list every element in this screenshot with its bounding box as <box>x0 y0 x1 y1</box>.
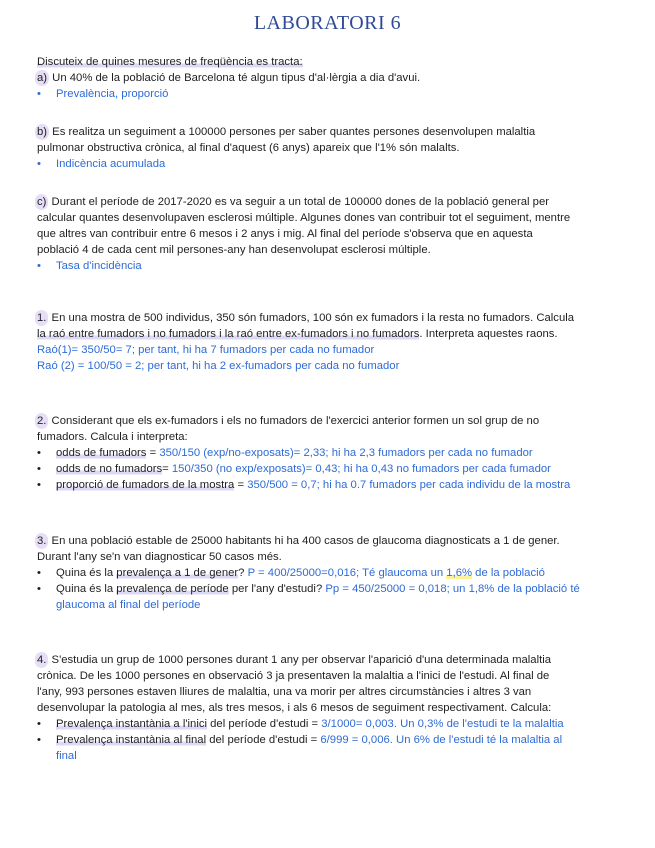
q2-item-label: proporció de fumadors de la mostra <box>56 479 235 491</box>
question-1 <box>37 310 637 374</box>
question-4 <box>37 652 637 764</box>
list-item <box>37 581 637 613</box>
q3-line2: Durant l'any se'n van diagnosticar 50 casos més. <box>37 551 282 563</box>
intro-section <box>37 54 637 102</box>
item-b-answer: • Indicència acumulada <box>37 156 637 172</box>
q3-b2-answer: Pp = 450/25000 = 0,018; un 1,8% de la població té <box>325 583 580 595</box>
q2-line2: fumadors. Calcula i interpreta: <box>37 431 188 443</box>
q3-b1-answer-end: de la població <box>472 567 545 579</box>
q2-line1 <box>37 413 637 429</box>
q3-line1-text: En una població estable de 25000 habitants hi ha 400 casos de glaucoma diagnosticats a 1 de gener. <box>48 535 560 547</box>
q1-number: 1. <box>37 312 47 324</box>
q4-number: 4. <box>37 654 47 666</box>
item-b-label: b) <box>37 126 48 138</box>
q3-b1-answer: P = 400/25000=0,016; Té glaucoma un <box>247 567 447 579</box>
item-c-line2: calcular quantes desenvolupaven esclerosi múltiple. Algunes dones van contribuir tot el seguiment, mentre <box>37 212 571 224</box>
q4-b2-post: del període d'estudi = <box>206 734 321 746</box>
q4-b1-post: del període d'estudi = <box>207 718 322 730</box>
q2-item-eq: = <box>234 479 248 491</box>
item-c-answer-list <box>37 258 637 274</box>
item-a-text: Un 40% de la població de Barcelona té algun tipus d'al·lèrgia a dia d'avui. <box>49 72 421 84</box>
item-c-line1-text: Durant el període de 2017-2020 es va seguir a un total de 100000 dones de la població general per <box>48 196 549 208</box>
q4-b2-answer: 6/999 = 0,006. Un 6% de l'estudi té la malaltia al <box>320 734 563 746</box>
q2-item-label: odds de fumadors <box>56 447 147 459</box>
q2-list <box>37 445 637 493</box>
list-item <box>37 445 637 461</box>
list-item <box>37 732 637 764</box>
q4-b2-highlight: Prevalença instantània al final <box>56 734 207 746</box>
q3-b1-answer-highlight: 1,6% <box>446 567 473 579</box>
item-b-line1-text: Es realitza un seguiment a 100000 persones per saber quantes persones desenvolupen malaltia <box>49 126 536 138</box>
q3-b2-answer-cont: glaucoma al final del període <box>56 599 201 611</box>
q2-item-eq: = <box>146 447 160 459</box>
q4-b1-answer: 3/1000= 0,003. Un 0,3% de l'estudi te la malaltia <box>321 718 564 730</box>
q3-b2-highlight: prevalença de període <box>116 583 229 595</box>
item-b-line2: pulmonar obstructiva crònica, al final d'aquest (6 anys) apareix que l'1% són malalts. <box>37 142 460 154</box>
intro-heading <box>37 54 637 70</box>
q2-item-answer: 150/350 (no exp/exposats)= 0,43; hi ha 0,43 no fumadors per cada fumador <box>171 463 551 475</box>
q1-line1 <box>37 310 637 326</box>
q1-answer-2: Raó (2) = 100/50 = 2; per tant, hi ha 2 ex-fumadors per cada no fumador <box>37 360 400 372</box>
item-c-answer: • Tasa d'incidència <box>37 258 637 274</box>
q1-line2-rest: . Interpreta aquestes raons. <box>419 328 558 340</box>
item-c-line1 <box>37 194 637 210</box>
q2-item-label: odds de no fumadors <box>56 463 163 475</box>
list-item <box>37 461 637 477</box>
intro-heading-text: Discuteix de quines mesures de freqüència es tracta: <box>37 56 303 68</box>
list-item <box>37 716 637 732</box>
page-title: LABORATORI 6 <box>253 12 402 34</box>
item-c-label: c) <box>37 196 47 208</box>
q1-answer-1: Raó(1)= 350/50= 7; per tant, hi ha 7 fumadors per cada no fumador <box>37 344 375 356</box>
list-item <box>37 565 637 581</box>
q4-line2: crònica. De les 1000 persones en observació 3 ja presentaven la malaltia a l'inici de l'estudi. Al final de <box>37 670 550 682</box>
item-a <box>37 70 637 86</box>
item-b <box>37 124 637 172</box>
q3-b2-pre: Quina és la <box>56 583 117 595</box>
item-b-answer-list <box>37 156 637 172</box>
item-a-label: a) <box>37 72 48 84</box>
item-b-line1 <box>37 124 637 140</box>
item-c <box>37 194 637 274</box>
list-item <box>37 477 637 493</box>
q3-number: 3. <box>37 535 47 547</box>
q2-item-answer: 350/150 (exp/no-exposats)= 2,33; hi ha 2,3 fumadors per cada no fumador <box>159 447 533 459</box>
q3-list <box>37 565 637 613</box>
q4-line4: desenvolupar la patologia al mes, als tres mesos, i als 6 mesos de seguiment respectivament. Calcula: <box>37 702 552 714</box>
q3-b1-highlight: prevalença a 1 de gener <box>116 567 239 579</box>
q4-line1 <box>37 652 637 668</box>
item-a-answer: • Prevalència, proporció <box>37 86 637 102</box>
q3-b2-post: per l'any d'estudi? <box>228 583 326 595</box>
q2-item-answer: 350/500 = 0,7; hi ha 0.7 fumadors per cada individu de la mostra <box>247 479 571 491</box>
q3-line1 <box>37 533 637 549</box>
q4-b2-answer-cont: final <box>56 750 77 762</box>
question-3 <box>37 533 637 613</box>
q4-b1-highlight: Prevalença instantània a l'inici <box>56 718 207 730</box>
question-2 <box>37 413 637 493</box>
item-a-answer-list <box>37 86 637 102</box>
q1-line1-text: En una mostra de 500 individus, 350 són fumadors, 100 són ex fumadors i la resta no fumadors. Calcula <box>48 312 575 324</box>
q1-line2-highlight: la raó entre fumadors i no fumadors i la raó entre ex-fumadors i no fumadors <box>37 328 420 340</box>
item-c-line4: població 4 de cada cent mil persones-any han desenvolupat esclerosi múltiple. <box>37 244 431 256</box>
q1-line2 <box>37 326 637 342</box>
q2-line1-text: Considerant que els ex-fumadors i els no fumadors de l'exercici anterior formen un sol grup de no <box>48 415 540 427</box>
q4-line1-text: S'estudia un grup de 1000 persones durant 1 any per observar l'aparició d'una determinada malaltia <box>48 654 552 666</box>
q4-line3: l'any, 993 persones estaven lliures de malaltia, una va morir per altres circumstàncies i altres 3 van <box>37 686 532 698</box>
q2-number: 2. <box>37 415 47 427</box>
q2-item-eq: = <box>162 463 172 475</box>
q3-b1-pre: Quina és la <box>56 567 117 579</box>
q4-list <box>37 716 637 764</box>
q3-b1-post: ? <box>238 567 248 579</box>
item-c-line3: que altres van contribuir entre 6 mesos i 2 anys i mig. Al final del període s'observa que en aquesta <box>37 228 533 240</box>
